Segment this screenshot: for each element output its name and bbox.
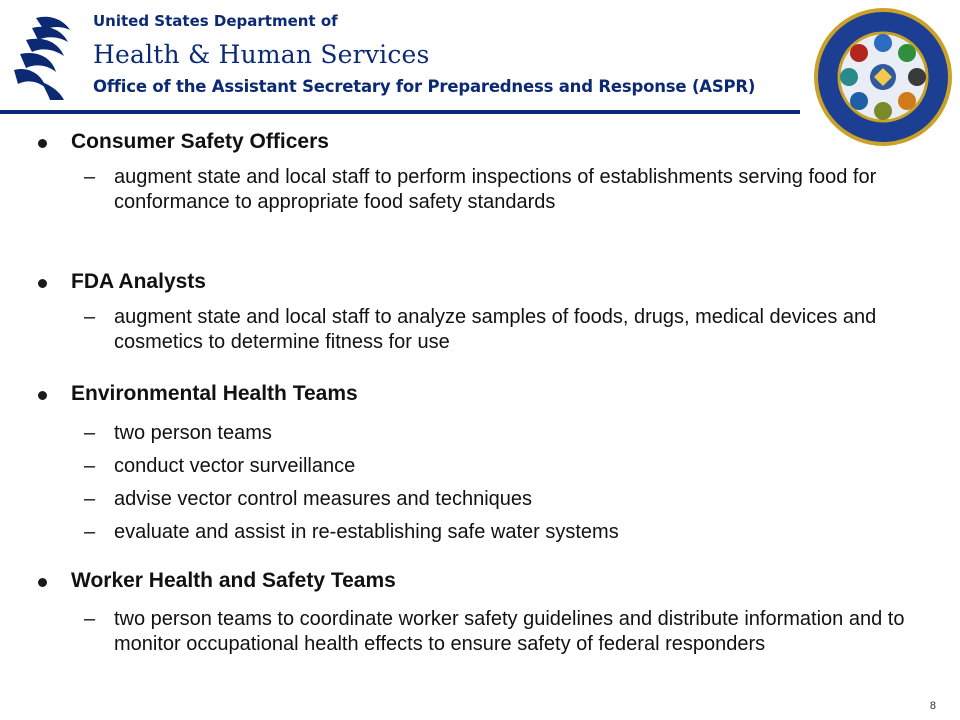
section-item: evaluate and assist in re-establishing safe water systems: [114, 521, 619, 543]
dash-marker: –: [84, 488, 96, 510]
dash-marker: –: [84, 306, 96, 328]
section-item: two person teams to coordinate worker safety guidelines and distribute information and to monitor occupational health effects to ensure safety of federal responders: [114, 608, 905, 655]
dash-marker: –: [84, 608, 96, 630]
section-item: advise vector control measures and techniques: [114, 488, 533, 510]
section-heading: FDA Analysts: [71, 270, 206, 293]
section-item: two person teams: [114, 422, 272, 444]
slide-header: [0, 0, 960, 125]
section-item: augment state and local staff to analyze samples of foods, drugs, medical devices and cosmetics to determine fitness for use: [114, 306, 877, 353]
department-name: United States Department of: [93, 12, 338, 30]
section-item: augment state and local staff to perform inspections of establishments serving food for conformance to appropriate food safety standards: [114, 166, 877, 213]
section-heading: Environmental Health Teams: [71, 382, 358, 405]
section-heading: Worker Health and Safety Teams: [71, 569, 396, 592]
hhs-eagle-logo-icon: [6, 12, 84, 100]
dash-marker: –: [84, 521, 96, 543]
dash-marker: –: [84, 455, 96, 477]
header-divider: [0, 110, 800, 114]
dash-marker: –: [84, 166, 96, 188]
section-item: conduct vector surveillance: [114, 455, 356, 477]
dash-marker: –: [84, 422, 96, 444]
aspr-seal-icon: [812, 6, 954, 148]
agency-name: Health & Human Services: [93, 40, 430, 69]
bullet-icon: [38, 578, 47, 587]
page-number: 8: [929, 700, 936, 712]
bullet-icon: [38, 391, 47, 400]
bullet-icon: [38, 139, 47, 148]
bullet-icon: [38, 279, 47, 288]
section-heading: Consumer Safety Officers: [71, 130, 329, 153]
office-name: Office of the Assistant Secretary for Preparedness and Response (ASPR): [93, 77, 756, 96]
